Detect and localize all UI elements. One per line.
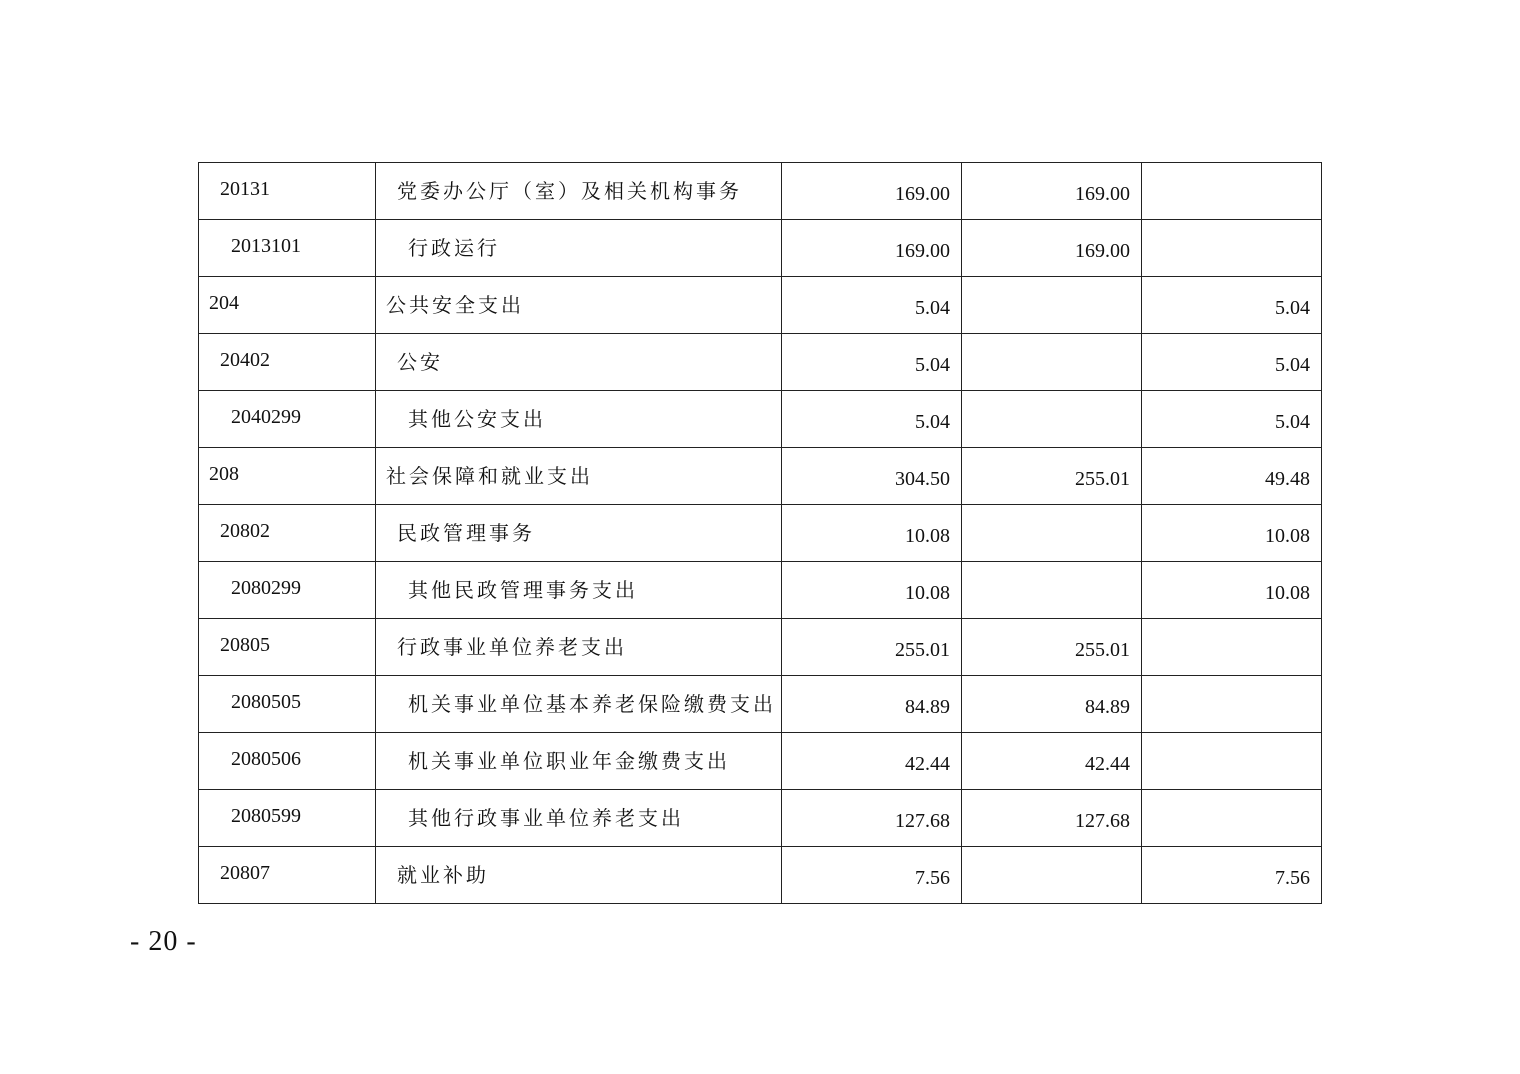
subject-code-cell xyxy=(199,220,376,277)
total-amount-text: 42.44 xyxy=(905,752,950,775)
project-expenditure-cell xyxy=(1142,676,1322,733)
basic-expenditure-cell xyxy=(962,619,1142,676)
subject-code-cell xyxy=(199,334,376,391)
table-row xyxy=(199,619,1322,676)
subject-name-cell xyxy=(376,619,782,676)
subject-name-text: 其他民政管理事务支出 xyxy=(408,577,638,602)
project-expenditure-cell xyxy=(1142,277,1322,334)
total-amount-text: 84.89 xyxy=(905,695,950,718)
total-amount-cell xyxy=(782,277,962,334)
total-amount-cell xyxy=(782,391,962,448)
table-row xyxy=(199,391,1322,448)
subject-code-text: 2080506 xyxy=(231,747,301,770)
subject-code-text: 2080299 xyxy=(231,576,301,599)
basic-expenditure-text: 127.68 xyxy=(1075,809,1130,832)
total-amount-cell xyxy=(782,163,962,220)
subject-name-text: 其他公安支出 xyxy=(408,406,546,431)
total-amount-cell xyxy=(782,220,962,277)
total-amount-text: 304.50 xyxy=(895,467,950,490)
subject-name-text: 民政管理事务 xyxy=(397,520,535,545)
subject-code-text: 2013101 xyxy=(231,234,301,257)
total-amount-cell xyxy=(782,676,962,733)
project-expenditure-cell xyxy=(1142,448,1322,505)
subject-name-text: 行政事业单位养老支出 xyxy=(397,634,627,659)
subject-code-cell xyxy=(199,562,376,619)
table-row xyxy=(199,505,1322,562)
total-amount-cell xyxy=(782,619,962,676)
total-amount-text: 5.04 xyxy=(915,410,950,433)
basic-expenditure-cell xyxy=(962,790,1142,847)
project-expenditure-cell xyxy=(1142,790,1322,847)
table-row xyxy=(199,277,1322,334)
basic-expenditure-cell xyxy=(962,391,1142,448)
basic-expenditure-cell xyxy=(962,448,1142,505)
basic-expenditure-cell xyxy=(962,220,1142,277)
total-amount-cell xyxy=(782,562,962,619)
subject-name-cell xyxy=(376,505,782,562)
project-expenditure-cell xyxy=(1142,847,1322,904)
subject-code-text: 20402 xyxy=(220,348,270,371)
basic-expenditure-text: 42.44 xyxy=(1085,752,1130,775)
subject-code-cell xyxy=(199,391,376,448)
page-number: - 20 - xyxy=(130,926,197,957)
project-expenditure-cell xyxy=(1142,733,1322,790)
total-amount-text: 255.01 xyxy=(895,638,950,661)
basic-expenditure-text: 169.00 xyxy=(1075,239,1130,262)
basic-expenditure-cell xyxy=(962,847,1142,904)
basic-expenditure-text: 255.01 xyxy=(1075,467,1130,490)
subject-name-cell xyxy=(376,334,782,391)
basic-expenditure-cell xyxy=(962,334,1142,391)
basic-expenditure-text: 255.01 xyxy=(1075,638,1130,661)
basic-expenditure-text: 84.89 xyxy=(1085,695,1130,718)
basic-expenditure-cell xyxy=(962,163,1142,220)
table-row xyxy=(199,220,1322,277)
table-row xyxy=(199,847,1322,904)
total-amount-cell xyxy=(782,733,962,790)
project-expenditure-cell xyxy=(1142,334,1322,391)
subject-code-text: 2040299 xyxy=(231,405,301,428)
total-amount-text: 169.00 xyxy=(895,182,950,205)
subject-name-cell xyxy=(376,391,782,448)
basic-expenditure-cell xyxy=(962,562,1142,619)
table-row xyxy=(199,334,1322,391)
total-amount-text: 10.08 xyxy=(905,524,950,547)
total-amount-cell xyxy=(782,334,962,391)
subject-name-cell xyxy=(376,163,782,220)
table-row xyxy=(199,733,1322,790)
subject-name-cell xyxy=(376,448,782,505)
subject-code-text: 20805 xyxy=(220,633,270,656)
subject-name-text: 党委办公厅（室）及相关机构事务 xyxy=(397,178,742,203)
project-expenditure-cell xyxy=(1142,391,1322,448)
subject-code-cell xyxy=(199,790,376,847)
total-amount-text: 10.08 xyxy=(905,581,950,604)
table-row xyxy=(199,676,1322,733)
subject-code-cell xyxy=(199,619,376,676)
basic-expenditure-cell xyxy=(962,733,1142,790)
project-expenditure-cell xyxy=(1142,163,1322,220)
budget-expenditure-table xyxy=(198,162,1322,904)
subject-code-text: 2080505 xyxy=(231,690,301,713)
subject-code-cell xyxy=(199,847,376,904)
subject-code-text: 20802 xyxy=(220,519,270,542)
subject-name-cell xyxy=(376,277,782,334)
total-amount-cell xyxy=(782,448,962,505)
project-expenditure-text: 5.04 xyxy=(1275,296,1310,319)
basic-expenditure-cell xyxy=(962,277,1142,334)
total-amount-text: 169.00 xyxy=(895,239,950,262)
project-expenditure-cell xyxy=(1142,220,1322,277)
total-amount-text: 7.56 xyxy=(915,866,950,889)
total-amount-cell xyxy=(782,847,962,904)
subject-name-text: 就业补助 xyxy=(397,862,489,887)
subject-name-text: 社会保障和就业支出 xyxy=(386,463,593,488)
project-expenditure-text: 49.48 xyxy=(1265,467,1310,490)
subject-name-text: 公安 xyxy=(397,349,443,374)
project-expenditure-cell xyxy=(1142,562,1322,619)
subject-name-text: 公共安全支出 xyxy=(386,292,524,317)
subject-code-text: 2080599 xyxy=(231,804,301,827)
total-amount-text: 5.04 xyxy=(915,353,950,376)
table-row xyxy=(199,163,1322,220)
project-expenditure-text: 7.56 xyxy=(1275,866,1310,889)
subject-name-cell xyxy=(376,562,782,619)
subject-name-cell xyxy=(376,220,782,277)
project-expenditure-text: 5.04 xyxy=(1275,410,1310,433)
subject-name-text: 其他行政事业单位养老支出 xyxy=(408,805,684,830)
total-amount-text: 5.04 xyxy=(915,296,950,319)
table-row xyxy=(199,448,1322,505)
table-row xyxy=(199,790,1322,847)
project-expenditure-text: 10.08 xyxy=(1265,524,1310,547)
subject-name-cell xyxy=(376,847,782,904)
table-row xyxy=(199,562,1322,619)
subject-code-cell xyxy=(199,163,376,220)
subject-code-text: 20807 xyxy=(220,861,270,884)
subject-code-text: 208 xyxy=(209,462,239,485)
subject-code-cell xyxy=(199,448,376,505)
basic-expenditure-cell xyxy=(962,676,1142,733)
subject-code-cell xyxy=(199,676,376,733)
total-amount-cell xyxy=(782,790,962,847)
basic-expenditure-text: 169.00 xyxy=(1075,182,1130,205)
subject-name-cell xyxy=(376,676,782,733)
total-amount-cell xyxy=(782,505,962,562)
subject-name-text: 机关事业单位基本养老保险缴费支出 xyxy=(408,691,776,716)
project-expenditure-text: 5.04 xyxy=(1275,353,1310,376)
subject-code-cell xyxy=(199,505,376,562)
project-expenditure-text: 10.08 xyxy=(1265,581,1310,604)
subject-code-cell xyxy=(199,277,376,334)
table-body xyxy=(199,163,1322,904)
subject-name-text: 行政运行 xyxy=(408,235,500,260)
subject-code-text: 204 xyxy=(209,291,239,314)
subject-code-text: 20131 xyxy=(220,177,270,200)
project-expenditure-cell xyxy=(1142,505,1322,562)
project-expenditure-cell xyxy=(1142,619,1322,676)
basic-expenditure-cell xyxy=(962,505,1142,562)
total-amount-text: 127.68 xyxy=(895,809,950,832)
subject-code-cell xyxy=(199,733,376,790)
subject-name-text: 机关事业单位职业年金缴费支出 xyxy=(408,748,730,773)
subject-name-cell xyxy=(376,733,782,790)
subject-name-cell xyxy=(376,790,782,847)
